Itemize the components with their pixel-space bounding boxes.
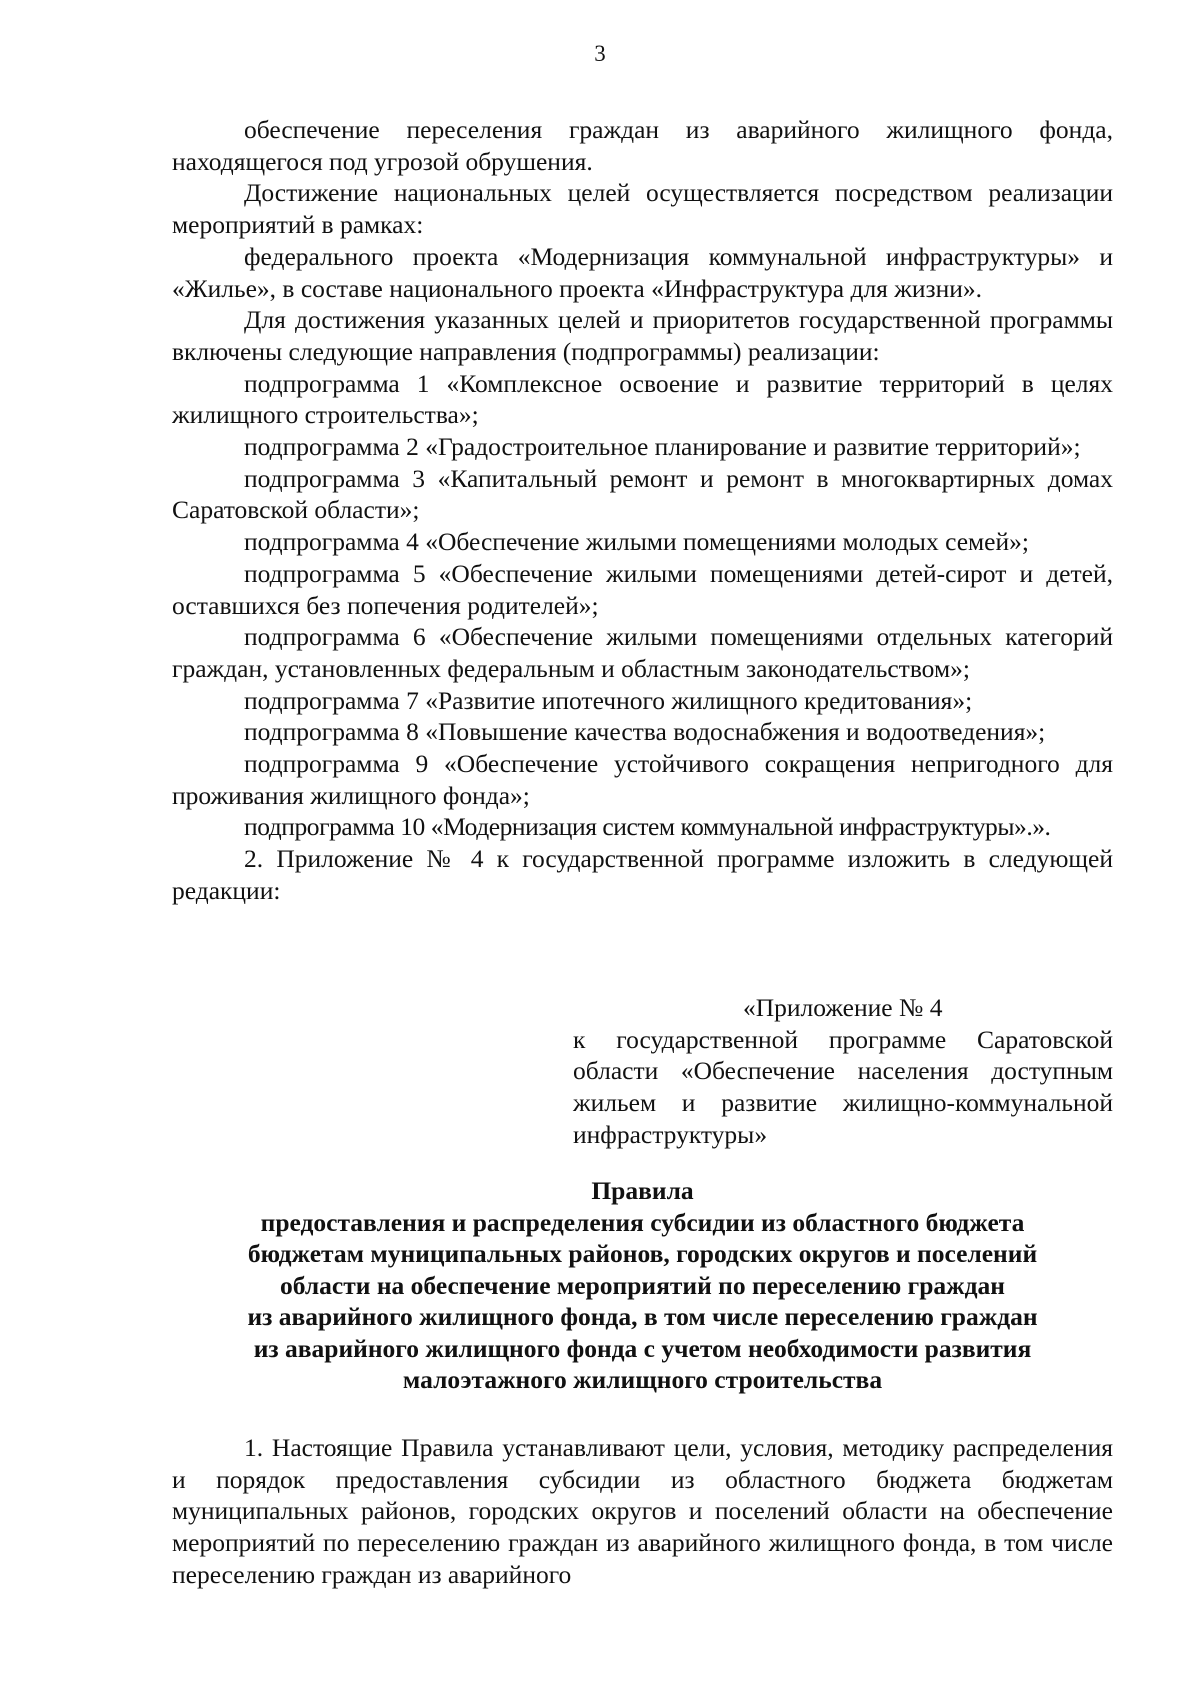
rules-paragraph-1: 1. Настоящие Правила устанавливают цели, условия, методику распределения и порядок предоставления субсидии из областного бюджета бюджетам муниципальных районов, городских округов и поселений области на обеспечение мероприятий по переселению граждан из аварийного жилищного фонда, в том числе переселению граждан из аварийного	[172, 1433, 1113, 1589]
appendix-note-reference: к государственной программе Саратовской области «Обеспечение населения доступным жильем и развитие жилищно-коммунальной инфраструктуры»	[573, 1024, 1113, 1149]
page-number: 3	[594, 41, 606, 66]
rules-heading-line: области на обеспечение мероприятий по переселению граждан	[280, 1270, 1005, 1300]
subprogram-9: подпрограмма 9 «Обеспечение устойчивого сокращения непригодного для проживания жилищного фонда»;	[172, 749, 1113, 810]
subprogram-4: подпрограмма 4 «Обеспечение жилыми помещениями молодых семей»;	[244, 527, 1029, 557]
paragraph-resettlement-goal: обеспечение переселения граждан из аварийного жилищного фонда, находящегося под угрозой обрушения.	[172, 115, 1113, 176]
subprogram-2: подпрограмма 2 «Градостроительное планирование и развитие территорий»;	[244, 432, 1081, 462]
rules-body	[172, 1432, 1113, 1591]
paragraph-appendix-amendment: 2. Приложение № 4 к государственной программе изложить в следующей редакции:	[172, 844, 1113, 905]
subprogram-6: подпрограмма 6 «Обеспечение жилыми помещениями отдельных категорий граждан, установленных федеральным и областным законодательством»;	[172, 622, 1113, 683]
subprogram-5: подпрограмма 5 «Обеспечение жилыми помещениями детей-сирот и детей, оставшихся без попечения родителей»;	[172, 558, 1113, 620]
subprogram-3: подпрограмма 3 «Капитальный ремонт и ремонт в многоквартирных домах Саратовской области»;	[172, 463, 1113, 525]
subprogram-1: подпрограмма 1 «Комплексное освоение и развитие территорий в целях жилищного строительства»;	[172, 368, 1113, 430]
rules-heading-line: бюджетам муниципальных районов, городских округов и поселений	[247, 1239, 1038, 1268]
rules-heading-line: из аварийного жилищного фонда с учетом необходимости развития	[253, 1333, 1032, 1363]
subprogram-10: подпрограмма 10 «Модернизация систем коммунальной инфраструктуры».».	[244, 812, 1051, 842]
paragraph-program-directions: Для достижения указанных целей и приоритетов государственной программы включены следующие направления (подпрограммы) реализации:	[172, 305, 1113, 366]
rules-heading-title: Правила	[591, 1176, 694, 1205]
rules-heading-line: предоставления и распределения субсидии из областного бюджета	[260, 1207, 1025, 1237]
subprogram-8: подпрограмма 8 «Повышение качества водоснабжения и водоотведения»;	[244, 717, 1046, 747]
appendix-note	[573, 992, 1113, 1151]
rules-heading-line: малоэтажного жилищного строительства	[402, 1365, 883, 1394]
appendix-note-title: «Приложение № 4	[743, 993, 943, 1022]
rules-heading	[172, 1175, 1113, 1396]
subprogram-7: подпрограмма 7 «Развитие ипотечного жилищного кредитования»;	[244, 685, 973, 715]
paragraph-federal-project: федерального проекта «Модернизация коммунальной инфраструктуры» и «Жилье», в составе национального проекта «Инфраструктура для жизни».	[172, 241, 1113, 303]
rules-heading-line: из аварийного жилищного фонда, в том числе переселению граждан	[247, 1302, 1038, 1331]
paragraph-national-goals: Достижение национальных целей осуществляется посредством реализации мероприятий в рамках:	[172, 178, 1113, 240]
body-text	[172, 114, 1113, 907]
